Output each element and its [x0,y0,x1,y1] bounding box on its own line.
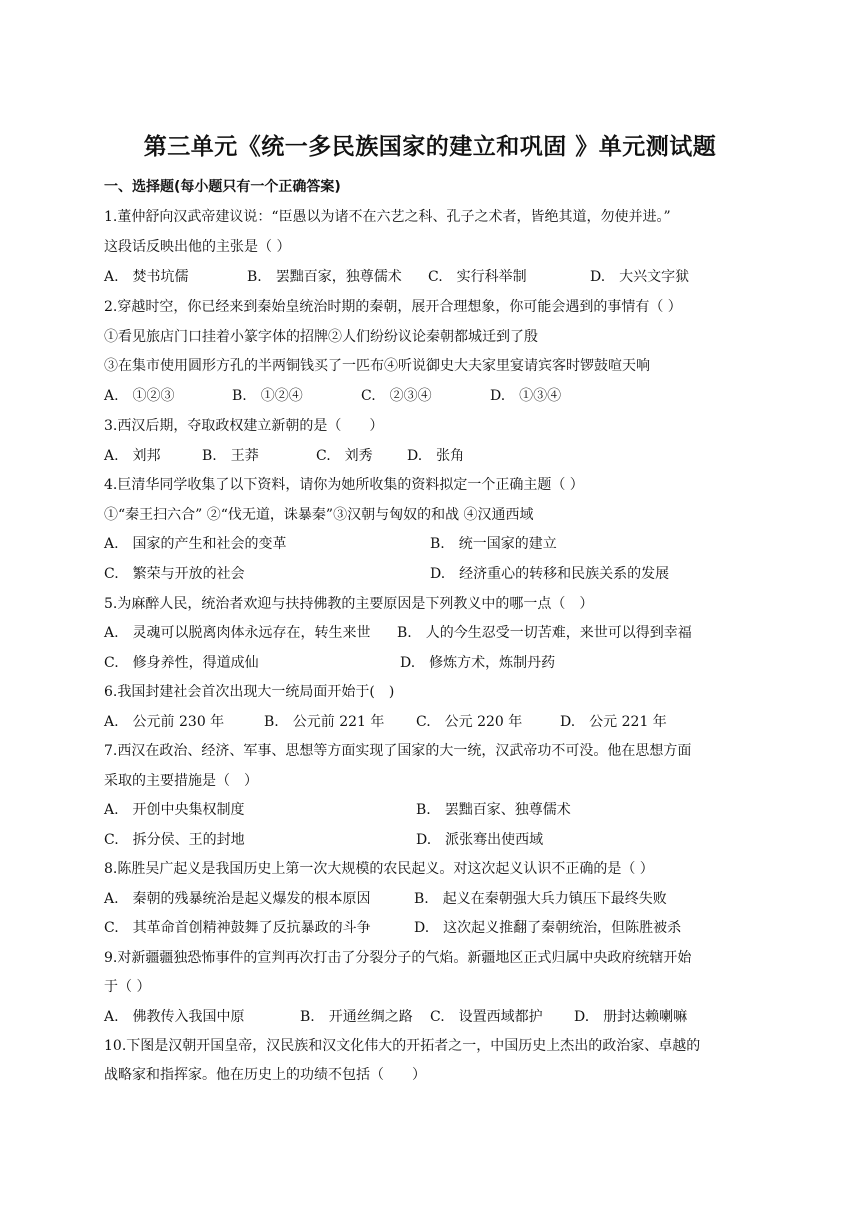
q1-option-d: D. 大兴文字狱 [590,269,690,285]
q1-option-a: A. 焚书坑儒 [104,269,189,285]
question-7-stem-cont: 采取的主要措施是（ ） [104,773,258,789]
q4-option-b: B. 统一国家的建立 [430,536,557,552]
q8-option-b: B. 起义在秦朝强大兵力镇压下最终失败 [414,891,667,907]
q2-option-a: A. ①②③ [104,388,175,404]
question-2-item-1: ①看见旅店门口挂着小篆字体的招牌②人们纷纷议论秦朝都城迁到了殷 [104,329,538,345]
q4-option-c: C. 繁荣与开放的社会 [104,566,245,582]
q3-option-a: A. 刘邦 [104,448,161,464]
q7-option-b: B. 罢黜百家、独尊儒术 [416,802,571,818]
question-10-stem: 10.下图是汉朝开国皇帝，汉民族和汉文化伟大的开拓者之一，中国历史上杰出的政治家、卓越的 [104,1038,701,1054]
q4-option-d: D. 经济重心的转移和民族关系的发展 [430,566,670,582]
q4-option-a: A. 国家的产生和社会的变革 [104,536,287,552]
q8-option-a: A. 秦朝的残暴统治是起义爆发的根本原因 [104,891,371,907]
question-7-stem: 7.西汉在政治、经济、军事、思想等方面实现了国家的大一统，汉武帝功不可没。他在思想方面 [104,743,692,759]
q7-option-a: A. 开创中央集权制度 [104,802,245,818]
page-title: 第三单元《统一多民族国家的建立和巩固 》单元测试题 [143,134,717,160]
q2-option-d: D. ①③④ [490,388,562,404]
q5-option-d: D. 修炼方术，炼制丹药 [400,655,556,671]
question-6-stem: 6.我国封建社会首次出现大一统局面开始于( ) [104,684,395,700]
q5-option-c: C. 修身养性，得道成仙 [104,655,259,671]
q9-option-d: D. 册封达赖喇嘛 [574,1009,688,1025]
question-9-stem: 9.对新疆疆独恐怖事件的宣判再次打击了分裂分子的气焰。新疆地区正式归属中央政府统辖开始 [104,950,692,966]
q2-option-b: B. ①②④ [232,388,303,404]
q6-option-b: B. 公元前 221 年 [264,714,385,730]
question-4-item-1: ①“秦王扫六合” ②“伐无道，诛暴秦”③汉朝与匈奴的和战 ④汉通西域 [104,507,534,523]
q6-option-a: A. 公元前 230 年 [104,714,225,730]
question-3-stem: 3.西汉后期，夺取政权建立新朝的是（ ） [104,418,384,434]
q9-option-b: B. 开通丝绸之路 [300,1009,413,1025]
question-2-stem: 2.穿越时空，你已经来到秦始皇统治时期的秦朝，展开合理想象，你可能会遇到的事情有（ ） [104,299,682,315]
q9-option-a: A. 佛教传入我国中原 [104,1009,245,1025]
q1-option-c: C. 实行科举制 [428,269,527,285]
q5-option-a: A. 灵魂可以脱离肉体永远存在，转生来世 [104,625,371,641]
q6-option-c: C. 公元 220 年 [416,714,523,730]
q7-option-c: C. 拆分侯、王的封地 [104,832,245,848]
q7-option-d: D. 派张骞出使西域 [416,832,544,848]
q3-option-c: C. 刘秀 [316,448,373,464]
question-1-stem: 1.董仲舒向汉武帝建议说：“臣愚以为诸不在六艺之科、孔子之术者，皆绝其道，勿使并进。” [104,209,671,225]
q8-option-d: D. 这次起义推翻了秦朝统治，但陈胜被杀 [414,920,682,936]
q2-option-c: C. ②③④ [361,388,432,404]
q3-option-d: D. 张角 [407,448,465,464]
section-heading: 一、选择题(每小题只有一个正确答案) [104,179,341,195]
q3-option-b: B. 王莽 [202,448,259,464]
question-9-stem-cont: 于（ ） [104,979,151,995]
q6-option-d: D. 公元 221 年 [560,714,667,730]
q5-option-b: B. 人的今生忍受一切苦难，来世可以得到幸福 [397,625,692,641]
question-4-stem: 4.巨清华同学收集了以下资料，请你为她所收集的资料拟定一个正确主题（ ） [104,477,584,493]
question-2-item-2: ③在集市使用圆形方孔的半两铜钱买了一匹布④听说御史大夫家里宴请宾客时锣鼓喧天响 [104,358,650,374]
q9-option-c: C. 设置西域都护 [430,1009,543,1025]
q8-option-c: C. 其革命首创精神鼓舞了反抗暴政的斗争 [104,920,371,936]
question-5-stem: 5.为麻醉人民，统治者欢迎与扶持佛教的主要原因是下列教义中的哪一点（ ） [104,596,594,612]
question-8-stem: 8.陈胜吴广起义是我国历史上第一次大规模的农民起义。对这次起义认识不正确的是（ ） [104,861,654,877]
q1-option-b: B. 罢黜百家，独尊儒术 [247,269,402,285]
question-10-stem-cont: 战略家和指挥家。他在历史上的功绩不包括（ ） [104,1067,426,1083]
question-1-stem-cont: 这段话反映出他的主张是（ ） [104,239,291,255]
